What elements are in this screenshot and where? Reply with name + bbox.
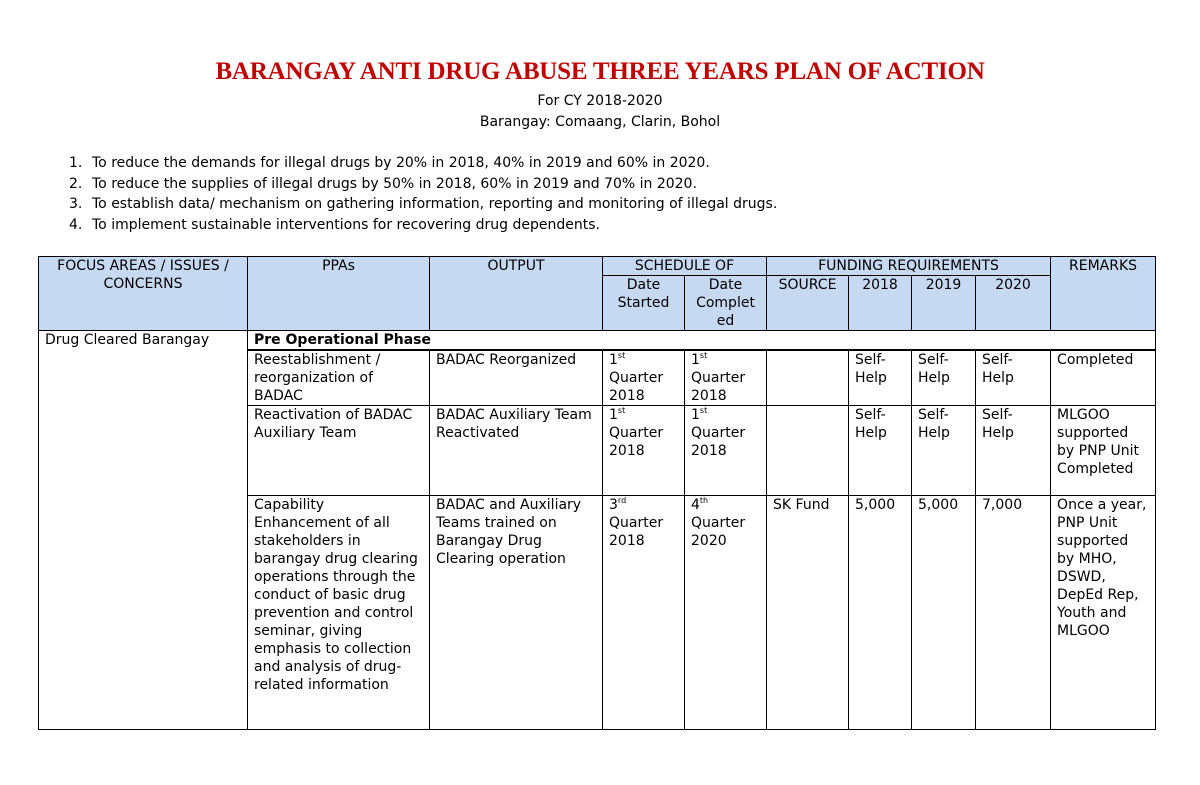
header-2018: 2018	[849, 276, 912, 331]
objective-item: 1. To reduce the demands for illegal drugs by 20% in 2018, 40% in 2019 and 60% in 2020.	[69, 155, 710, 171]
date-completed-cell: 1st Quarter 2018	[685, 406, 767, 496]
output-cell: BADAC and Auxiliary Teams trained on Barangay Drug Clearing operation	[430, 496, 603, 730]
objectives-list	[69, 153, 777, 235]
phase-label: Pre Operational Phase	[248, 331, 1156, 351]
funding-2020-cell: Self-Help	[976, 350, 1051, 406]
remarks-cell: Once a year, PNP Unit supported by MHO, DSWD, DepEd Rep, Youth and MLGOO	[1051, 496, 1156, 730]
date-started-cell: 3rd Quarter 2018	[603, 496, 685, 730]
document-title: BARANGAY ANTI DRUG ABUSE THREE YEARS PLAN OF ACTION	[215, 58, 985, 85]
plan-of-action-table	[38, 256, 1156, 730]
focus-area-cell: Drug Cleared Barangay	[39, 331, 248, 730]
header-output: OUTPUT	[430, 257, 603, 331]
calendar-year-subtitle: For CY 2018-2020	[537, 93, 663, 109]
ppa-cell: Capability Enhancement of all stakeholders in barangay drug clearing operations through the conduct of basic drug prevention and control seminar, giving emphasis to collection and analysis of drug-related information	[248, 496, 430, 730]
remarks-cell: Completed	[1051, 350, 1156, 406]
output-cell: BADAC Auxiliary Team Reactivated	[430, 406, 603, 496]
funding-2019-cell: 5,000	[912, 496, 976, 730]
funding-2018-cell: Self-Help	[849, 406, 912, 496]
objective-item: 2. To reduce the supplies of illegal drugs by 50% in 2018, 60% in 2019 and 70% in 2020.	[69, 175, 697, 192]
funding-2018-cell: Self-Help	[849, 350, 912, 406]
funding-2018-cell: 5,000	[849, 496, 912, 730]
objective-item: 3. To establish data/ mechanism on gathering information, reporting and monitoring of illegal drugs.	[69, 196, 778, 212]
header-2019: 2019	[912, 276, 976, 331]
header-ppas: PPAs	[248, 257, 430, 331]
header-date-started: Date Started	[603, 276, 685, 331]
header-focus-areas: FOCUS AREAS / ISSUES / CONCERNS	[39, 257, 248, 331]
date-started-cell: 1st Quarter 2018	[603, 406, 685, 496]
funding-2019-cell: Self-Help	[912, 406, 976, 496]
source-cell: SK Fund	[767, 496, 849, 730]
header-date-completed: Date Complet ed	[685, 276, 767, 331]
source-cell	[767, 406, 849, 496]
date-completed-cell: 4th Quarter 2020	[685, 496, 767, 730]
funding-2020-cell: 7,000	[976, 496, 1051, 730]
date-completed-cell: 1st Quarter 2018	[685, 350, 767, 406]
ppa-cell: Reestablishment / reorganization of BADAC	[248, 350, 430, 406]
header-source: SOURCE	[767, 276, 849, 331]
funding-2020-cell: Self-Help	[976, 406, 1051, 496]
header-2020: 2020	[976, 276, 1051, 331]
funding-2019-cell: Self-Help	[912, 350, 976, 406]
source-cell	[767, 350, 849, 406]
barangay-subtitle: Barangay: Comaang, Clarin, Bohol	[479, 114, 721, 130]
date-started-cell: 1st Quarter 2018	[603, 350, 685, 406]
header-schedule: SCHEDULE OF	[603, 257, 767, 276]
output-cell: BADAC Reorganized	[430, 350, 603, 406]
remarks-cell: MLGOO supported by PNP Unit Completed	[1051, 406, 1156, 496]
ppa-cell: Reactivation of BADAC Auxiliary Team	[248, 406, 430, 496]
header-remarks: REMARKS	[1051, 257, 1156, 331]
objective-item: 4. To implement sustainable interventions for recovering drug dependents.	[69, 216, 600, 233]
header-funding-requirements: FUNDING REQUIREMENTS	[767, 257, 1051, 276]
